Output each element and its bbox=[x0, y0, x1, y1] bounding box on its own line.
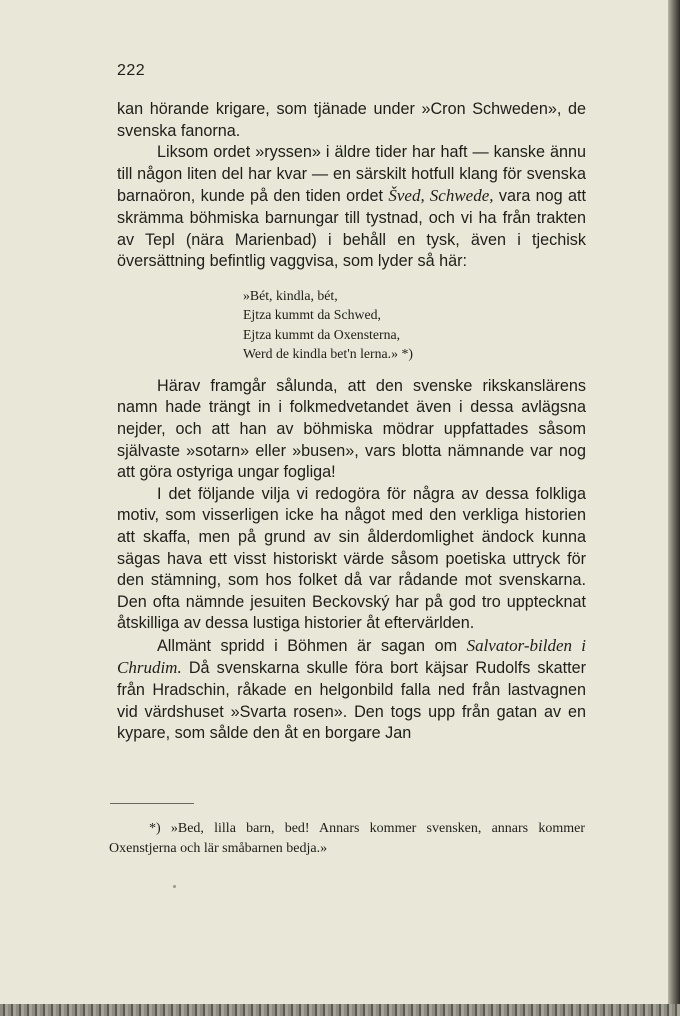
page-bottom-edge bbox=[0, 1004, 680, 1016]
paragraph-4: I det följande vilja vi redogöra för några av dessa folkliga motiv, som visserligen icke ha något med den verkliga historien att skaffa, men på grund av sin ålderdomlighet ändock kunna sägas hava ett visst historiskt värde såsom poetiska uttryck för den stämning, som hos folket då var rådande mot svenskarna. Den ofta nämnde jesuiten Beckovský har på god tro upptecknat åtskilliga av dessa lustiga historier åt eftervärlden. bbox=[117, 484, 586, 633]
paragraph-2-continuation: vara nog att skrämma böhmiska barnungar till tystnad, och vi ha från trakten av Tepl (nära Marienbad) i behåll en tysk, även i tjechisk översättning befintlig vaggvisa, som lyder så här: bbox=[117, 187, 586, 271]
paragraph-2-text: Liksom ordet »ryssen» i äldre tider har haft — kanske ännu till någon liten del har kvar — en särskilt hotfull klang för svenska barnaöron, kunde på den tiden ordet bbox=[117, 143, 586, 206]
page-number: 222 bbox=[117, 62, 146, 79]
book-spine-edge bbox=[668, 0, 680, 1016]
italic-salvator-bilden: Salvator-bilden i Chrudim. bbox=[117, 635, 586, 678]
body-text bbox=[117, 99, 586, 745]
paragraph-1 bbox=[117, 99, 586, 142]
verse-line: Ejtza kummt da Oxensterna, bbox=[243, 326, 401, 342]
paragraph-5-start: Allmänt spridd i Böhmen är sagan om bbox=[157, 636, 467, 655]
paragraph-5-end: Då svenskarna skulle föra bort käjsar Rudolfs skatter från Hradschin, råkade en helgonbild falla ned från lastvagnen vid värdshuset »Svarta rosen». Den togs upp från gatan av en kypare, som sålde den åt en borgare Jan bbox=[117, 659, 586, 743]
paragraph-5 bbox=[117, 635, 586, 745]
paragraph-2 bbox=[117, 142, 586, 273]
footnote: *) »Bed, lilla barn, bed! Annars kommer svensken, annars kommer Oxenstjerna och lär småbarnen bedja.» bbox=[109, 821, 585, 856]
verse-line: Werd de kindla bet'n lerna.» *) bbox=[243, 346, 413, 362]
paragraph-3: Härav framgår sålunda, att den svenske rikskanslärens namn hade trängt in i folkmedvetandet även i dessa avlägsna nejder, och att han av böhmiska mödrar uppfattades såsom självaste »sotarn» eller »busen», vars blotta nämnande var nog att göra ostyriga ungar fogliga! bbox=[117, 376, 586, 482]
verse-line: Ejtza kummt da Schwed, bbox=[243, 307, 381, 323]
paper-speck bbox=[173, 885, 176, 888]
paragraph-1-text: kan hörande krigare, som tjänade under »Cron Schweden», de svenska fanorna. bbox=[117, 100, 586, 140]
footnote-divider bbox=[110, 803, 194, 804]
lullaby-verse bbox=[243, 286, 586, 364]
italic-sved-schwede: Šved, Schwede, bbox=[388, 186, 494, 206]
verse-line: »Bét, kindla, bét, bbox=[243, 287, 338, 303]
